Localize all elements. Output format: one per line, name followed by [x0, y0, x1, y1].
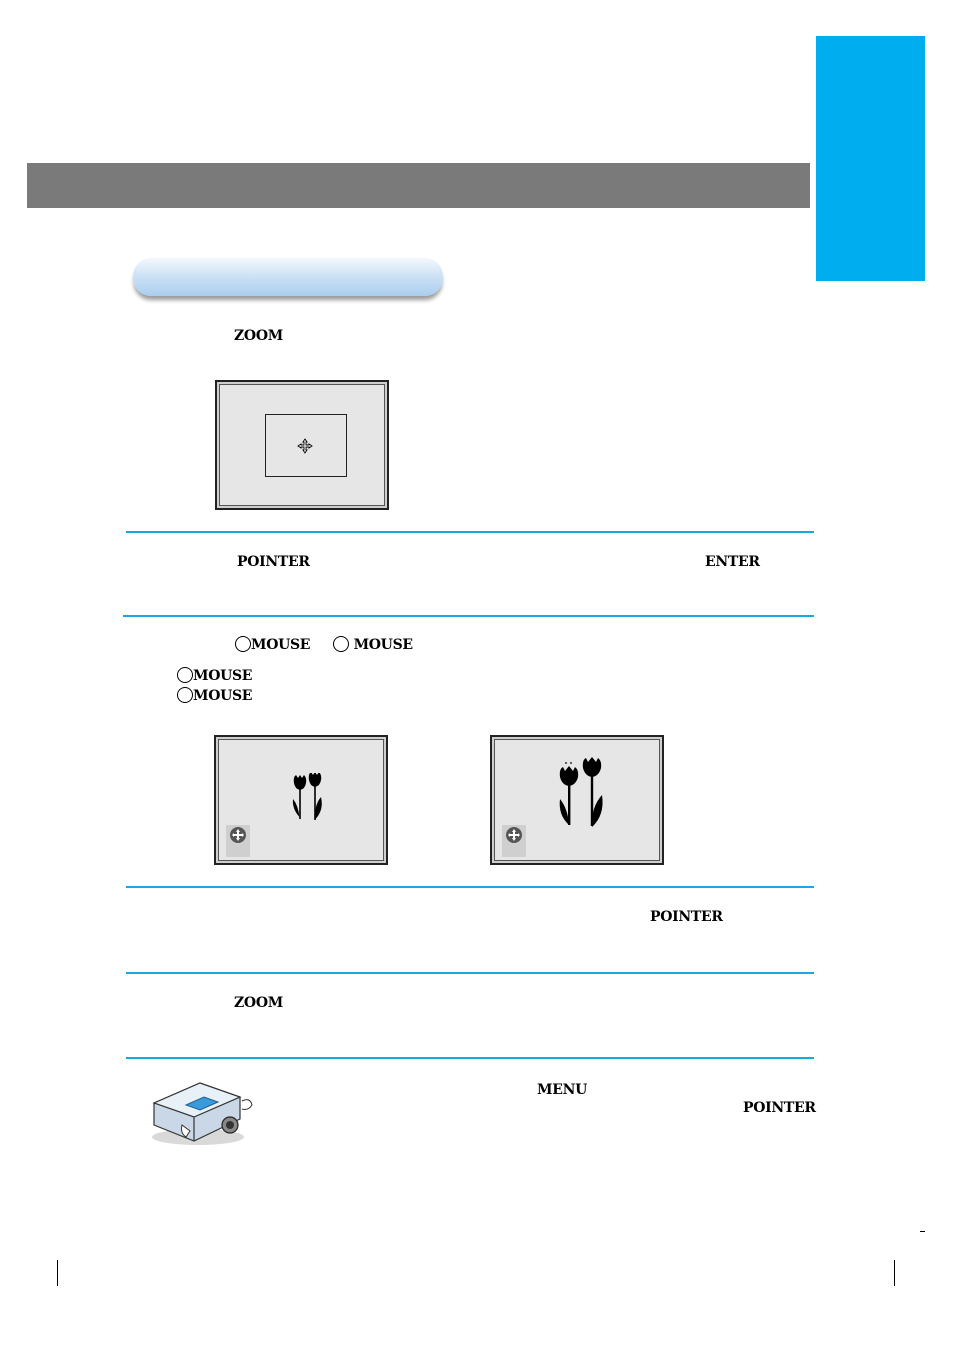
mouse-key-label: MOUSE	[193, 668, 253, 684]
mouse-key-label: MOUSE	[353, 637, 413, 653]
subsection-title-pill	[133, 258, 443, 296]
zoom-screen-small	[214, 735, 388, 865]
divider	[126, 531, 814, 533]
move-cursor-icon	[502, 825, 526, 857]
zoom-key-label: ZOOM	[234, 328, 283, 344]
mouse-key-right	[333, 636, 413, 653]
move-cursor-icon	[297, 438, 313, 454]
mouse-key-left	[235, 636, 310, 653]
chapter-tab	[816, 36, 925, 281]
mouse-button-icon	[177, 667, 193, 683]
divider	[126, 1057, 814, 1059]
zoom-screen-large	[490, 735, 664, 865]
crop-mark	[920, 1231, 925, 1232]
divider	[126, 886, 814, 888]
mouse-key-label: MOUSE	[193, 688, 253, 704]
crop-mark	[57, 1260, 58, 1286]
mouse-button-icon	[235, 636, 251, 652]
move-cursor-icon	[226, 825, 250, 857]
divider	[123, 615, 814, 617]
mouse-button-icon	[177, 687, 193, 703]
tulip-icon	[288, 773, 328, 825]
section-header-bar	[27, 163, 810, 208]
mouse-key-row-2	[177, 687, 252, 704]
crop-mark	[894, 1260, 895, 1286]
enter-key-label: ENTER	[705, 554, 760, 570]
projector-icon	[148, 1075, 258, 1150]
mouse-button-icon	[333, 636, 349, 652]
pointer-key-label: POINTER	[237, 554, 310, 570]
tulip-icon	[552, 755, 612, 835]
menu-key-label: MENU	[537, 1082, 587, 1098]
divider	[126, 972, 814, 974]
pointer-key-label: POINTER	[650, 909, 723, 925]
mouse-key-row-1	[177, 667, 252, 684]
mouse-key-label: MOUSE	[251, 637, 311, 653]
zoom-key-label: ZOOM	[234, 995, 283, 1011]
pointer-key-label: POINTER	[743, 1100, 816, 1116]
zoom-screen	[215, 380, 389, 510]
